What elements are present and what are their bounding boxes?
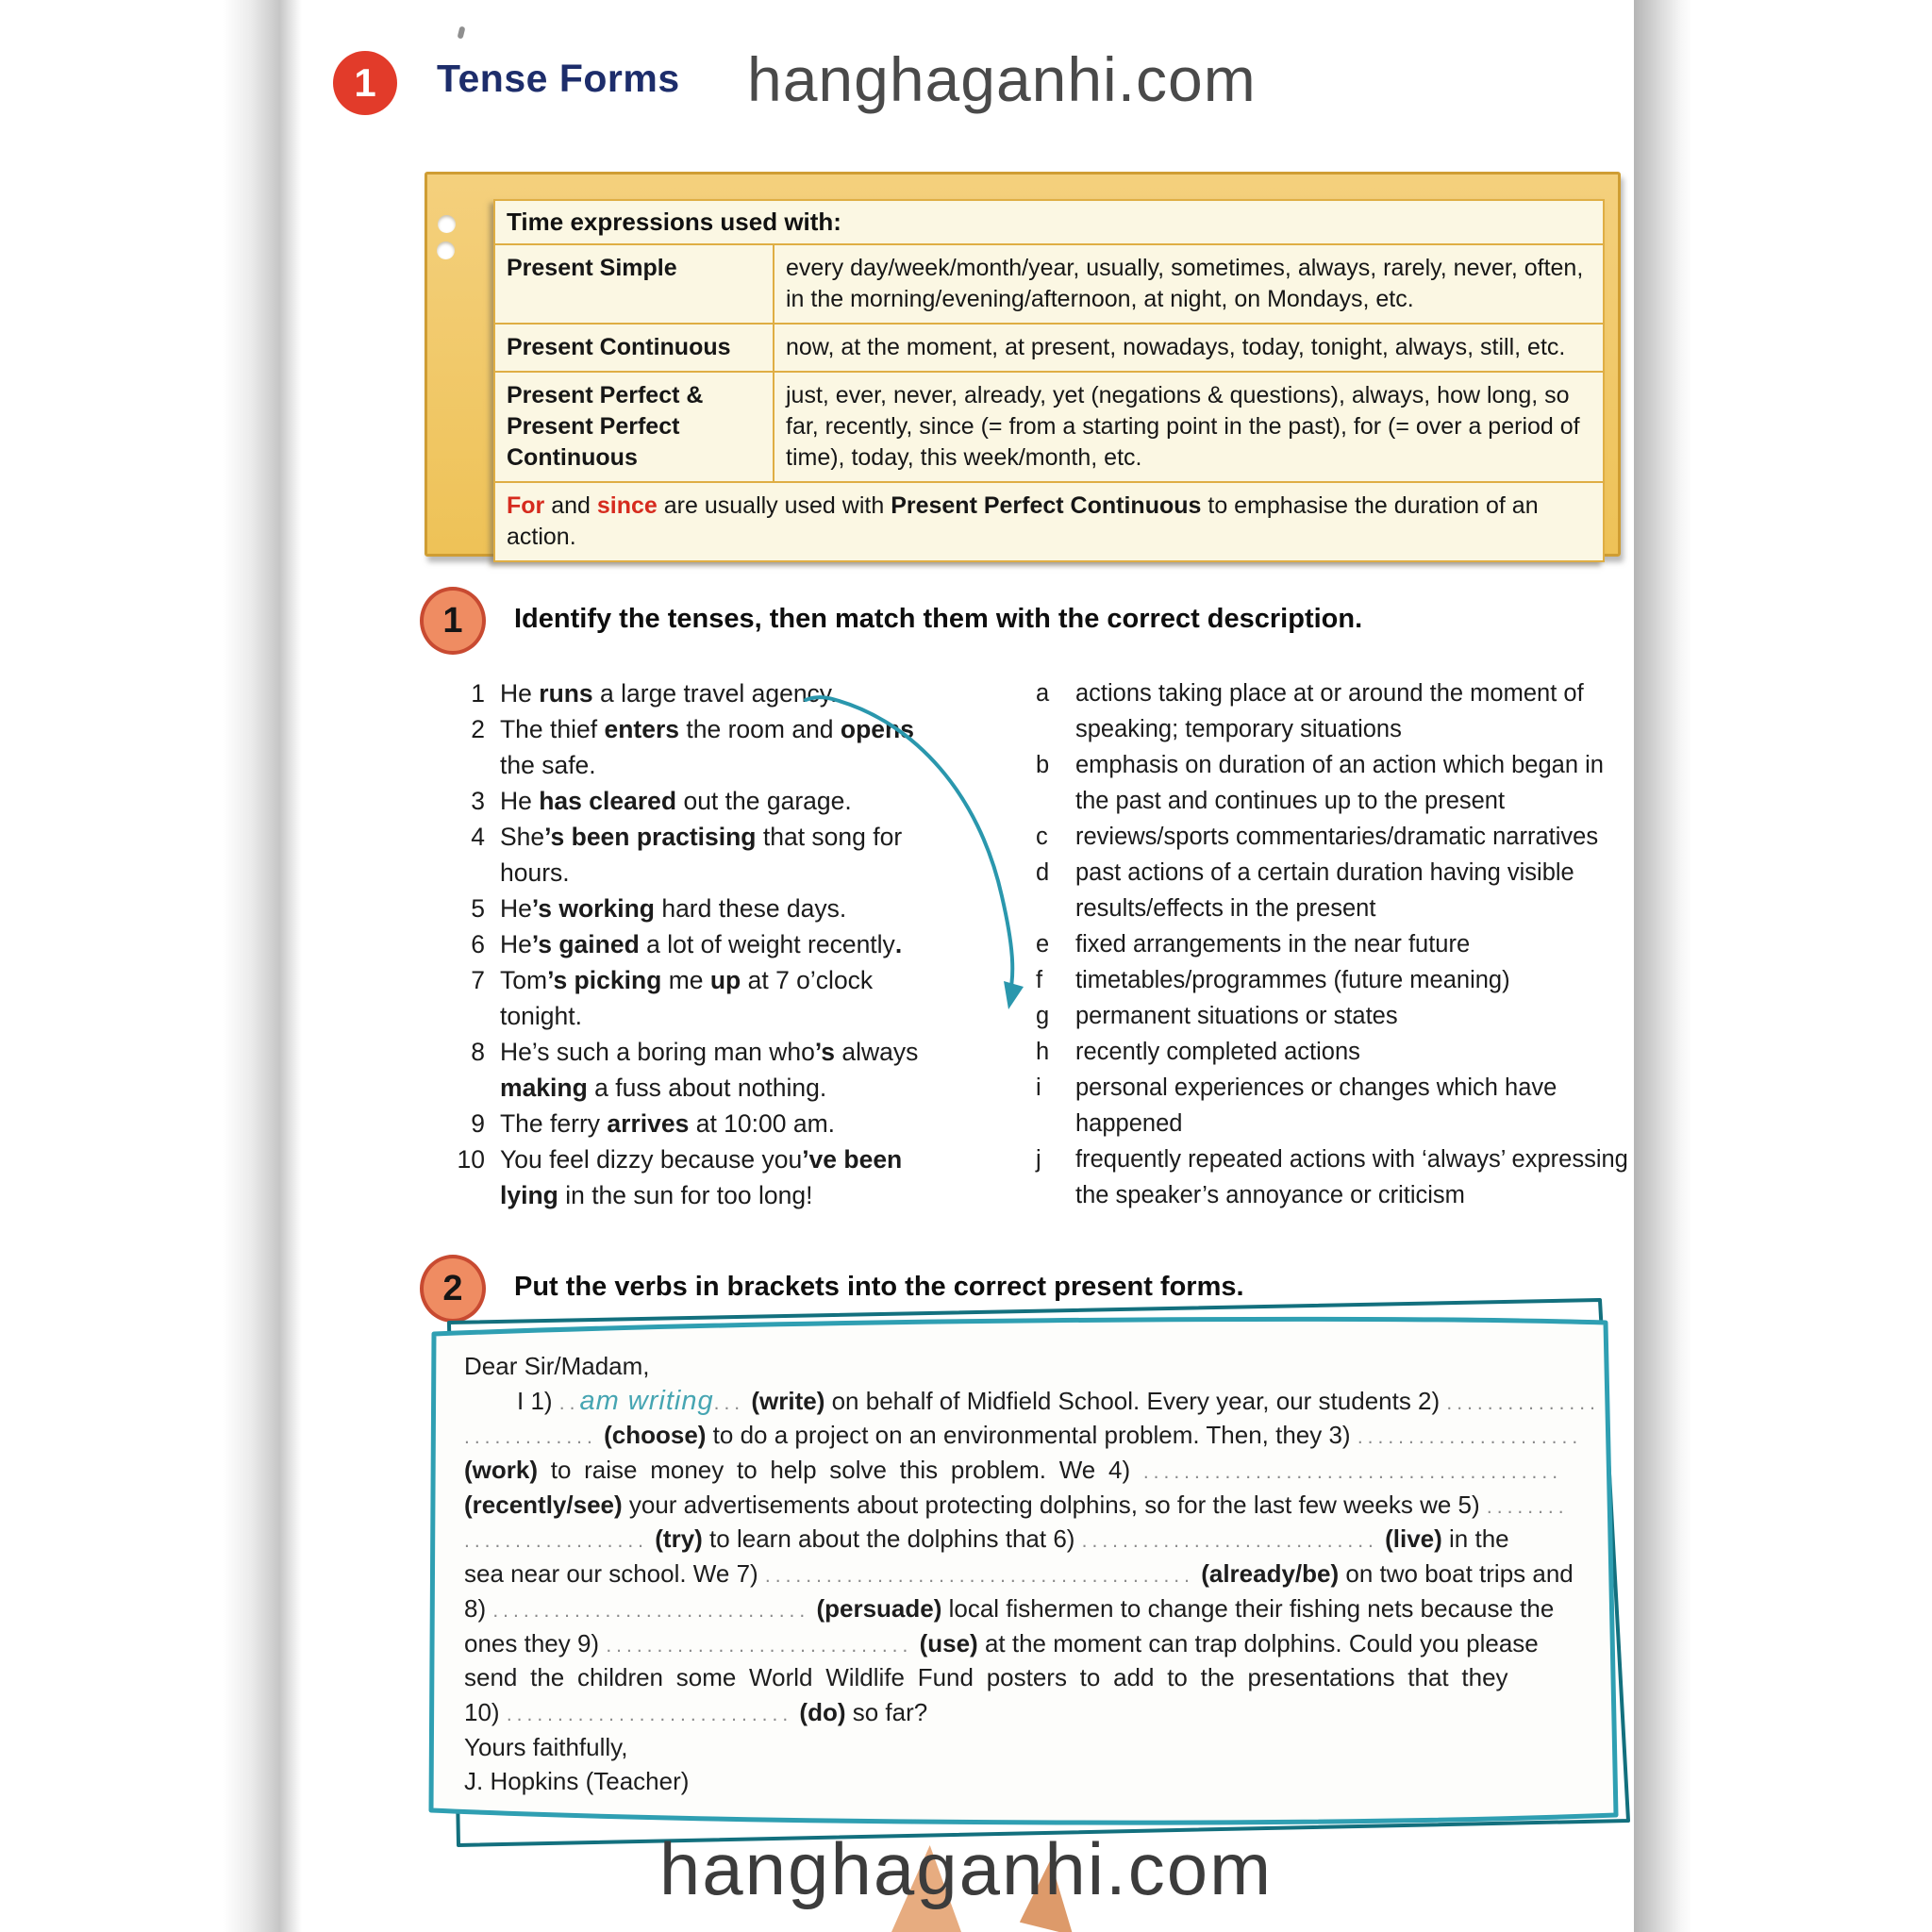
sentence-number: 4 xyxy=(471,823,485,851)
description-letter: g xyxy=(1036,1003,1050,1029)
tense-cell: Present Perfect & Present Perfect Continuous xyxy=(494,372,774,482)
sentence-number: 6 xyxy=(471,930,485,958)
text-segment xyxy=(597,1421,604,1449)
exercise1-instruction: Identify the tenses, then match them with the correct description. xyxy=(514,604,1363,634)
description-letter: j xyxy=(1036,1146,1041,1173)
expressions-cell: every day/week/month/year, usually, sometimes, always, rarely, never, often, in the morning/evening/afternoon, at night, on Mondays, etc. xyxy=(774,244,1604,324)
text-segment: (write) xyxy=(751,1386,825,1415)
text-segment: (work) xyxy=(464,1456,538,1485)
text-segment: local fishermen to change their fishing nets because the xyxy=(941,1593,1555,1623)
sentence-item xyxy=(451,1034,979,1106)
description-item xyxy=(1036,1034,1643,1070)
handwritten-answer: am writing xyxy=(579,1385,714,1416)
text-segment: ’ve been lying xyxy=(500,1145,903,1209)
description-letter: h xyxy=(1036,1039,1050,1065)
text-segment: 10) xyxy=(464,1697,507,1726)
text-segment: on two boat trips and xyxy=(1339,1559,1574,1589)
watermark-bottom: hanghaganhi.com xyxy=(658,1827,1274,1910)
description-letter: d xyxy=(1036,859,1050,886)
letter-line xyxy=(464,1626,1596,1661)
dotted-blank: ... xyxy=(713,1391,745,1414)
text-segment: the room and xyxy=(679,715,841,743)
text-segment: Yours faithfully, xyxy=(464,1732,628,1761)
text-segment: in the sun for too long! xyxy=(558,1181,813,1209)
description-item xyxy=(1036,1070,1643,1141)
text-segment: the safe. xyxy=(500,751,596,779)
sentence-text xyxy=(500,1141,943,1213)
text-segment: ’s working xyxy=(531,894,655,923)
dotted-blank: ........ xyxy=(1486,1495,1569,1518)
text-segment: up xyxy=(709,966,741,994)
table-header: Time expressions used with: xyxy=(494,200,1604,244)
text-segment: on behalf of Midfield School. Every year, our students 2) xyxy=(824,1386,1447,1415)
letter-line xyxy=(464,1764,1596,1799)
letter-line xyxy=(464,1591,1596,1626)
dotted-blank: ............................ xyxy=(506,1703,793,1725)
text-segment: opens xyxy=(840,715,914,743)
dotted-blank: ............... xyxy=(1446,1391,1600,1414)
description-text: permanent situations or states xyxy=(1075,1003,1398,1029)
text-segment: at the moment can trap dolphins. Could you please xyxy=(977,1628,1539,1657)
sentence-number: 5 xyxy=(471,894,485,923)
text-segment: (do) xyxy=(799,1697,846,1726)
letter-line xyxy=(464,1488,1596,1523)
tense-cell: Present Continuous xyxy=(494,324,774,372)
exercise2-instruction: Put the verbs in brackets into the correct present forms. xyxy=(514,1272,1244,1302)
text-segment: ones they 9) xyxy=(464,1628,607,1657)
text-segment: (choose) xyxy=(604,1421,707,1450)
text-segment: in the xyxy=(1441,1524,1509,1554)
text-segment: that song for hours. xyxy=(500,823,903,887)
text-segment: (persuade) xyxy=(816,1593,942,1623)
description-text: past actions of a certain duration having visible results/effects in the present xyxy=(1075,859,1574,922)
table-row xyxy=(494,372,1604,482)
text-segment: (live) xyxy=(1385,1524,1442,1554)
description-text: personal experiences or changes which have happened xyxy=(1075,1074,1557,1137)
text-segment: to learn about the dolphins that 6) xyxy=(702,1524,1082,1554)
text-segment: enters xyxy=(604,715,680,743)
text-segment: He’s such a boring man who xyxy=(500,1038,815,1066)
text-segment: The thief xyxy=(500,715,605,743)
letter-line xyxy=(464,1418,1596,1453)
dotted-blank: .................. xyxy=(464,1530,649,1553)
text-segment: Present Perfect Continuous xyxy=(891,492,1202,519)
expressions-cell: now, at the moment, at present, nowadays, today, tonight, always, still, etc. xyxy=(774,324,1604,372)
text-segment: (try) xyxy=(655,1524,703,1554)
text-segment: Dear Sir/Madam, xyxy=(464,1352,650,1380)
table-note xyxy=(494,482,1604,561)
text-segment: ’s xyxy=(814,1038,836,1066)
sentence-item xyxy=(451,1106,979,1141)
sentence-text xyxy=(500,1034,943,1106)
time-expressions-table xyxy=(493,199,1605,562)
exercise2-number: 2 xyxy=(442,1268,463,1308)
text-segment: your advertisements about protecting dolphins, so for the last few weeks we 5) xyxy=(622,1490,1487,1519)
text-segment xyxy=(912,1629,919,1657)
letter-line xyxy=(464,1695,1596,1730)
letter-content xyxy=(464,1349,1600,1799)
text-segment: He xyxy=(500,679,540,708)
table-row xyxy=(494,324,1604,372)
text-segment: at 7 o’clock tonight. xyxy=(500,966,874,1030)
text-segment: (use) xyxy=(919,1628,978,1657)
description-text: emphasis on duration of an action which began in the past and continues up to the present xyxy=(1075,752,1604,814)
description-letter: c xyxy=(1036,824,1048,850)
sentence-number: 7 xyxy=(471,966,485,994)
text-segment: send the children some World Wildlife Fund posters to add to the presentations that they xyxy=(464,1663,1508,1692)
table-row xyxy=(494,244,1604,324)
text-segment: The ferry xyxy=(500,1109,608,1138)
sentence-number: 3 xyxy=(471,787,485,815)
text-segment: to emphasise the duration of an action. xyxy=(507,492,1539,550)
text-segment: J. Hopkins (Teacher) xyxy=(464,1767,690,1796)
ex1-descriptions xyxy=(1036,675,1643,1213)
dotted-blank: ...................... xyxy=(1357,1426,1583,1449)
text-segment: so far? xyxy=(845,1697,928,1726)
text-segment: He xyxy=(500,894,532,923)
letter-line xyxy=(464,1349,1596,1384)
sentence-item xyxy=(451,1141,979,1213)
letter-line xyxy=(464,1730,1596,1765)
description-text: recently completed actions xyxy=(1075,1039,1360,1065)
text-segment: and xyxy=(544,492,597,519)
text-segment: I 1) xyxy=(517,1386,559,1415)
text-segment: a fuss about nothing. xyxy=(587,1074,827,1102)
dotted-blank: ............. xyxy=(464,1426,597,1449)
text-segment: (already/be) xyxy=(1201,1559,1340,1589)
text-segment: to do a project on an environmental problem. Then, they 3) xyxy=(706,1421,1357,1450)
punch-hole-icon xyxy=(437,242,455,259)
description-item xyxy=(1036,819,1643,855)
text-segment: to raise money to help solve this problem. We 4) xyxy=(538,1456,1143,1485)
description-text: reviews/sports commentaries/dramatic narratives xyxy=(1075,824,1599,850)
text-segment: at 10:00 am. xyxy=(689,1109,836,1138)
description-item xyxy=(1036,1141,1643,1213)
description-text: frequently repeated actions with ‘always’ expressing the speaker’s annoyance or criticism xyxy=(1075,1146,1628,1208)
dotted-blank: .............................. xyxy=(606,1634,913,1657)
text-segment: always xyxy=(835,1038,919,1066)
page-title: Tense Forms xyxy=(437,57,680,100)
dotted-blank: .. xyxy=(558,1391,580,1414)
description-item xyxy=(1036,747,1643,819)
text-segment: arrives xyxy=(607,1109,690,1138)
letter-line xyxy=(464,1453,1596,1488)
text-segment: out the garage. xyxy=(676,787,852,815)
description-item xyxy=(1036,855,1643,926)
text-segment: making xyxy=(500,1074,588,1102)
text-segment: For xyxy=(507,492,545,519)
sentence-text xyxy=(500,1106,943,1141)
sentence-number: 8 xyxy=(471,1038,485,1066)
page-speck xyxy=(458,25,466,39)
text-segment: runs xyxy=(539,679,593,708)
arrowhead-icon xyxy=(1004,981,1024,1009)
text-segment: me xyxy=(661,966,710,994)
text-segment: ’s picking xyxy=(547,966,662,994)
text-segment: Tom xyxy=(500,966,548,994)
text-segment: 8) xyxy=(464,1593,493,1623)
table-body xyxy=(494,244,1604,482)
description-letter: i xyxy=(1036,1074,1041,1101)
exercise1-number: 1 xyxy=(442,600,463,641)
text-segment: ’s gained xyxy=(531,930,640,958)
sentence-number: 9 xyxy=(471,1109,485,1138)
dotted-blank: ............................. xyxy=(1081,1530,1378,1553)
time-expressions-card xyxy=(425,172,1621,557)
tense-cell: Present Simple xyxy=(494,244,774,324)
dotted-blank: ......................................... xyxy=(1142,1461,1563,1484)
text-segment: He xyxy=(500,787,540,815)
description-text: fixed arrangements in the near future xyxy=(1075,931,1471,958)
description-text: timetables/programmes (future meaning) xyxy=(1075,967,1510,993)
unit-number: 1 xyxy=(354,60,376,105)
text-segment: You feel dizzy because you xyxy=(500,1145,803,1174)
description-item xyxy=(1036,675,1643,747)
exercise1-number-badge xyxy=(420,587,486,655)
text-segment: hard these days. xyxy=(654,894,847,923)
page-edge-shadow-left xyxy=(223,0,302,1932)
description-letter: b xyxy=(1036,752,1050,778)
sentence-number: 1 xyxy=(471,679,485,708)
description-item xyxy=(1036,998,1643,1034)
text-segment: ’s been practising xyxy=(544,823,757,851)
text-segment: He xyxy=(500,930,532,958)
dotted-blank: .......................................... xyxy=(764,1565,1194,1588)
text-segment: She xyxy=(500,823,545,851)
text-segment: (recently/see) xyxy=(464,1490,623,1519)
match-arrow xyxy=(792,677,1075,1036)
text-segment: a lot of weight recently xyxy=(639,930,895,958)
sentence-number: 10 xyxy=(457,1145,485,1174)
description-item xyxy=(1036,962,1643,998)
letter-line xyxy=(464,1660,1596,1695)
text-segment: are usually used with xyxy=(657,492,891,519)
text-segment: since xyxy=(596,492,658,519)
expressions-cell: just, ever, never, already, yet (negations & questions), always, how long, so far, recently, since (= from a starting point in the past), for (= over a period of time), today, this week/month, etc. xyxy=(774,372,1604,482)
description-letter: e xyxy=(1036,931,1050,958)
description-text: actions taking place at or around the moment of speaking; temporary situations xyxy=(1075,680,1584,742)
description-letter: f xyxy=(1036,967,1043,993)
letter-line xyxy=(464,1522,1596,1557)
unit-number-badge xyxy=(333,51,397,115)
punch-hole-icon xyxy=(438,215,456,233)
dotted-blank: ............................... xyxy=(492,1599,810,1622)
description-letter: a xyxy=(1036,680,1050,707)
letter-line xyxy=(464,1384,1600,1419)
sentence-number: 2 xyxy=(471,715,485,743)
text-segment: sea near our school. We 7) xyxy=(464,1559,765,1589)
text-segment: a large travel agency. xyxy=(592,679,838,708)
letter-line xyxy=(464,1557,1596,1591)
description-item xyxy=(1036,926,1643,962)
text-segment: has cleared xyxy=(539,787,677,815)
watermark-top: hanghaganhi.com xyxy=(747,44,1257,114)
text-segment: . xyxy=(894,930,903,958)
